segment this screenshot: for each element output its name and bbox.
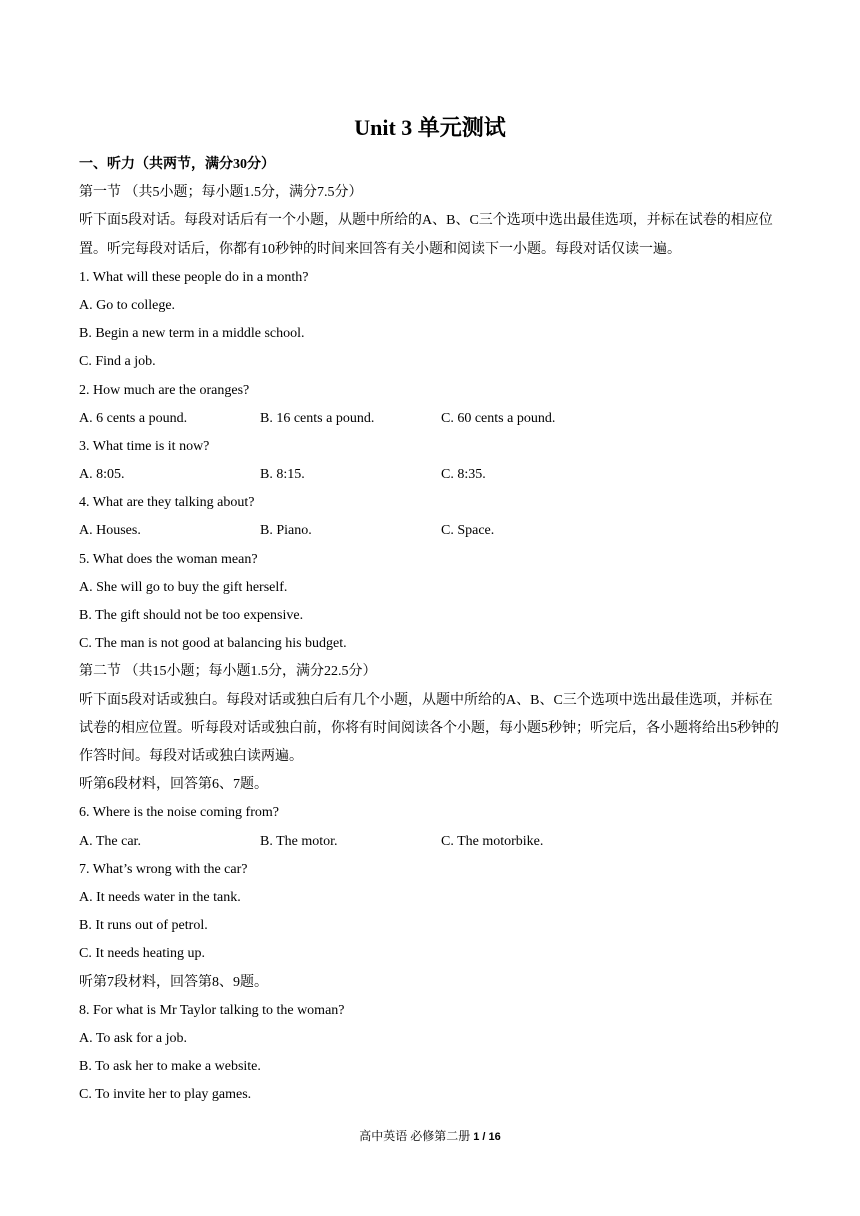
question-2-options [79,405,782,433]
question-3-options [79,461,782,489]
document-body [79,151,782,1109]
page-number: 1 / 16 [473,1131,501,1143]
part1-heading: 第一节 （共5小题；每小题1.5分，满分7.5分） [79,185,363,201]
question-5-option-b: B. The gift should not be too expensive. [79,608,304,624]
part2-instructions: 听下面5段对话或独白。每段对话或独白后有几个小题，从题中所给的A、B、C三个选项中选出最佳选项，并标在试卷的相应位置。听每段对话或独白前，你将有时间阅读各个小题，每小题5秒钟；听完后，各小题将给出5秒钟的作答时间。每段对话或独白读两遍。 [79,692,779,764]
question-2-option-b: B. 16 cents a pound. [260,410,375,426]
question-1-option-b: B. Begin a new term in a middle school. [79,326,305,342]
question-1-option-c: C. Find a job. [79,354,156,370]
material-6-note: 听第6段材料，回答第6、7题。 [79,777,268,793]
part2-heading: 第二节 （共15小题；每小题1.5分，满分22.5分） [79,664,377,680]
question-3-option-a: A. 8:05. [79,467,125,483]
question-7-option-c: C. It needs heating up. [79,946,205,962]
page-footer [0,1126,860,1147]
question-6-option-c: C. The motorbike. [441,833,544,849]
question-5-option-a: A. She will go to buy the gift herself. [79,579,288,595]
footer-text: 高中英语 必修第二册 [359,1129,474,1143]
question-1-stem: 1. What will these people do in a month? [79,269,309,285]
question-4-option-a: A. Houses. [79,523,141,539]
question-3-option-b: B. 8:15. [260,467,305,483]
question-7-option-b: B. It runs out of petrol. [79,918,208,934]
question-4-stem: 4. What are they talking about? [79,495,255,511]
section-heading: 一、听力（共两节，满分30分） [79,157,275,172]
question-1-option-a: A. Go to college. [79,297,176,313]
question-3-stem: 3. What time is it now? [79,438,210,454]
question-4-option-b: B. Piano. [260,523,312,539]
question-7-option-a: A. It needs water in the tank. [79,889,241,905]
question-6-option-b: B. The motor. [260,833,338,849]
question-6-stem: 6. Where is the noise coming from? [79,805,279,821]
question-2-stem: 2. How much are the oranges? [79,382,250,398]
question-8-option-c: C. To invite her to play games. [79,1087,252,1103]
question-8-option-b: B. To ask her to make a website. [79,1059,261,1075]
question-2-option-a: A. 6 cents a pound. [79,410,188,426]
question-5-option-c: C. The man is not good at balancing his budget. [79,636,347,652]
question-6-options [79,828,782,856]
question-5-stem: 5. What does the woman mean? [79,551,258,567]
question-2-option-c: C. 60 cents a pound. [441,410,556,426]
question-3-option-c: C. 8:35. [441,467,486,483]
page-title: Unit 3 单元测试 [354,115,506,140]
question-4-option-c: C. Space. [441,523,495,539]
question-7-stem: 7. What’s wrong with the car? [79,861,248,877]
material-7-note: 听第7段材料，回答第8、9题。 [79,974,268,990]
question-6-option-a: A. The car. [79,833,141,849]
question-8-option-a: A. To ask for a job. [79,1030,188,1046]
question-4-options [79,517,782,545]
part1-instructions: 听下面5段对话。每段对话后有一个小题，从题中所给的A、B、C三个选项中选出最佳选项，并标在试卷的相应位置。听完每段对话后，你都有10秒钟的时间来回答有关小题和阅读下一小题。每段对话仅读一遍。 [79,213,773,257]
question-8-stem: 8. For what is Mr Taylor talking to the woman? [79,1002,345,1018]
